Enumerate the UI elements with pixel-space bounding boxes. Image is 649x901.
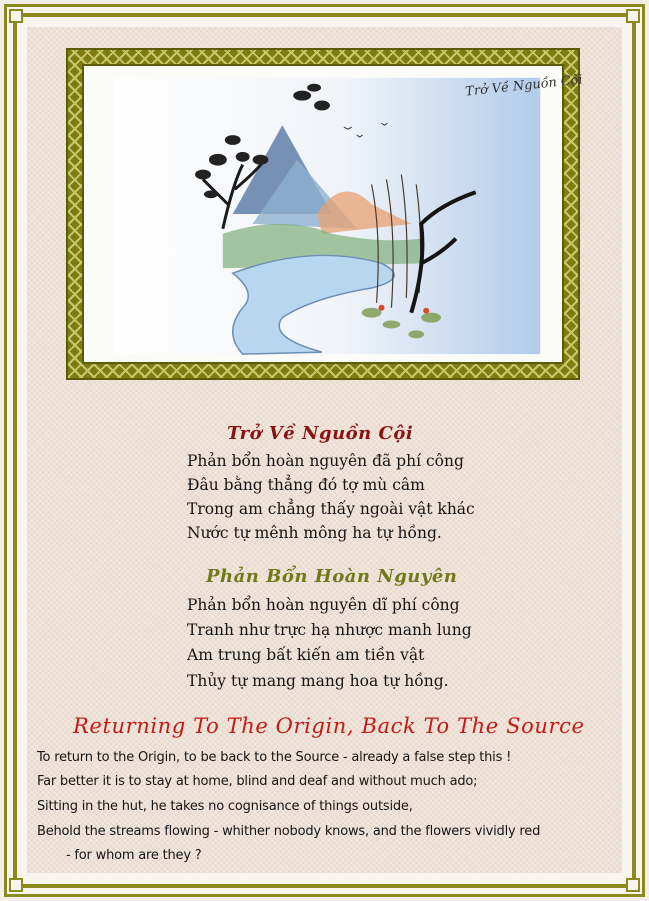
sino-poem-line: Thủy tự mang mang hoa tự hồng. bbox=[187, 672, 449, 690]
frame-corner-ornament bbox=[9, 9, 23, 23]
english-line: - for whom are they ? bbox=[66, 848, 202, 863]
celtic-knot-frame bbox=[66, 48, 584, 380]
ink-landscape-painting bbox=[84, 66, 584, 362]
vn-poem-title: Trở Về Nguồn Cội bbox=[227, 423, 414, 444]
frame-corner-ornament bbox=[626, 878, 640, 892]
sino-poem-line: Am trung bất kiến am tiền vật bbox=[187, 646, 425, 664]
english-line: Behold the streams flowing - whither nobody knows, and the flowers vividly red bbox=[37, 824, 541, 839]
sino-poem-line: Tranh như trực hạ nhược manh lung bbox=[187, 621, 472, 639]
painting-signature: Trở Về Nguồn Cội bbox=[464, 72, 584, 100]
sino-poem-line: Phản bổn hoàn nguyên dĩ phí công bbox=[187, 596, 460, 614]
painting-panel bbox=[82, 64, 584, 364]
english-title: Returning To The Origin, Back To The Source bbox=[73, 714, 585, 738]
english-line: To return to the Origin, to be back to the Source - already a false step this ! bbox=[37, 750, 512, 765]
vn-poem-line: Đâu bằng thẳng đó tợ mù câm bbox=[187, 476, 425, 494]
frame-corner-ornament bbox=[626, 9, 640, 23]
english-line: Far better it is to stay at home, blind and deaf and without much ado; bbox=[37, 774, 478, 789]
vn-poem-line: Trong am chẳng thấy ngoài vật khác bbox=[187, 500, 475, 518]
vn-poem-line: Nước tự mênh mông ha tự hồng. bbox=[187, 524, 442, 542]
frame-corner-ornament bbox=[9, 878, 23, 892]
sino-poem-title: Phản Bổn Hoàn Nguyên bbox=[206, 566, 458, 587]
vn-poem-line: Phản bổn hoàn nguyên đã phí công bbox=[187, 452, 464, 470]
english-line: Sitting in the hut, he takes no cognisance of things outside, bbox=[37, 799, 413, 814]
